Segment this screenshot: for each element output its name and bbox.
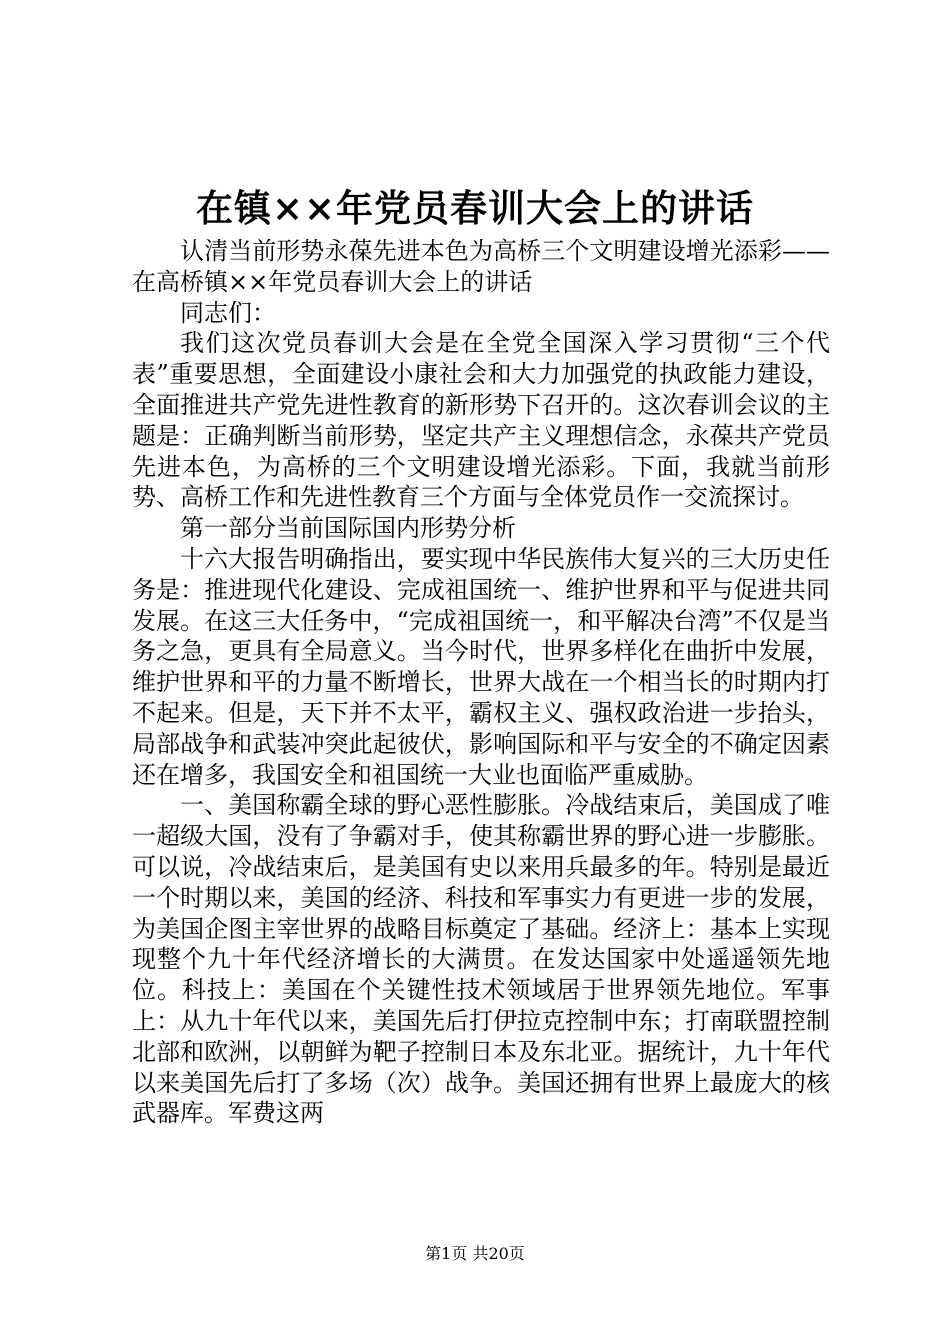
salutation-paragraph: 同志们： — [180, 298, 276, 327]
body-paragraph: 一、美国称霸全球的野心恶性膨胀。冷战结束后，美国成了唯一超级大国，没有了争霸对手，使其称霸世界的野心进一步膨胀。可以说，冷战结束后，是美国有史以来用兵最多的年。特别是最近一个时期以来，美国的经济、科技和军事实力有更进一步的发展，为美国企图主宰世界的战略目标奠定了基础。经济上：基本上实现现整个九十年代经济增长的大满贯。在发达国家中处遥遥领先地位。科技上：美国在个关键性技术领域居于世界领先地位。军事上：从九十年代以来，美国先后打伊拉克控制中东；打南联盟控制北部和欧洲，以朝鲜为靶子控制日本及东北亚。据统计，九十年代以来美国先后打了多场（次）战争。美国还拥有世界上最庞大的核武器库。军费这两 — [132, 791, 830, 1128]
body-paragraph: 我们这次党员春训大会是在全党全国深入学习贯彻“三个代表”重要思想，全面建设小康社会和大力加强党的执政能力建设，全面推进共产党先进性教育的新形势下召开的。这次春训会议的主题是：正确判断当前形势，坚定共产主义理想信念，永葆共产党员先进本色，为高桥的三个文明建设增光添彩。下面，我就当前形势、高桥工作和先进性教育三个方面与全体党员作一交流探讨。 — [132, 329, 830, 512]
body-paragraph: 十六大报告明确指出，要实现中华民族伟大复兴的三大历史任务是：推进现代化建设、完成祖国统一、维护世界和平与促进共同发展。在这三大任务中，“完成祖国统一，和平解决台湾”不仅是当务之急，更具有全局意义。当今时代，世界多样化在曲折中发展，维护世界和平的力量不断增长，世界大战在一个相当长的时期内打不起来。但是，天下并不太平，霸权主义、强权政治进一步抬头，局部战争和武装冲突此起彼伏，影响国际和平与安全的不确定因素还在增多，我国安全和祖国统一大业也面临严重威胁。 — [132, 544, 830, 789]
subtitle-paragraph: 认清当前形势永葆先进本色为高桥三个文明建设增光添彩——在高桥镇××年党员春训大会上的讲话 — [132, 237, 830, 296]
document-body — [132, 236, 830, 1129]
document-title: 在镇××年党员春训大会上的讲话 — [195, 186, 754, 230]
page-number-footer: 第1页 共20页 — [425, 1244, 525, 1263]
section-heading: 第一部分当前国际国内形势分析 — [180, 514, 516, 543]
